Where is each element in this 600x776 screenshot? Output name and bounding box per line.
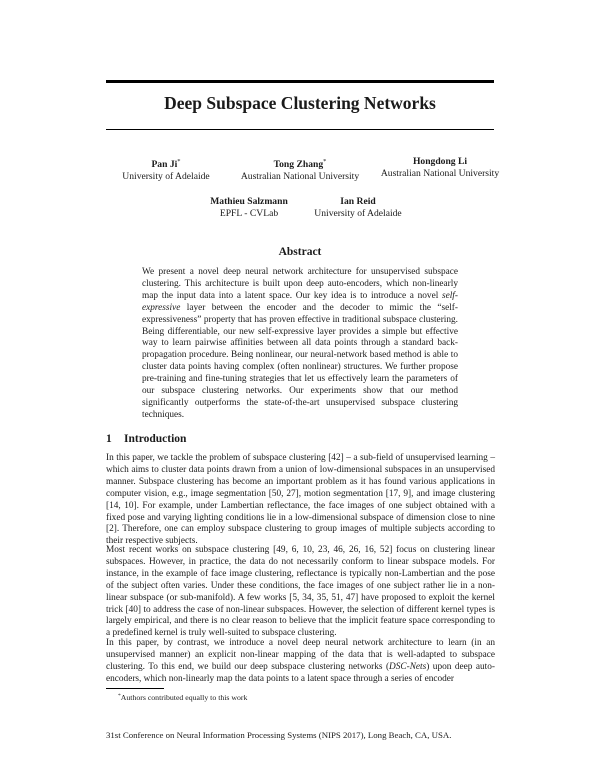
abstract-text: We present a novel deep neural network architecture for unsupervised subspace clustering. This architecture is built upon deep auto-encoders, which non-linearly map the input data into a latent space. Our key idea is to introduce a novel self-expressive layer between the encoder and the decoder to mimic the “self-expressiveness” property that has proven effective in traditional subspace clustering. Being differentiable, our new self-expressive layer provides a simple but effective way to learn pairwise affinities between all data points through a standard back-propagation procedure. Being nonlinear, our neural-network based method is able to cluster data points having complex (often nonlinear) structures. We further propose pre-training and fine-tuning strategies that let us effectively learn the parameters of our subspace clustering networks. Our experiments show that our method significantly outperforms the state-of-the-art unsupervised subspace clustering techniques. (142, 267, 458, 420)
intro-paragraph-2: Most recent works on subspace clustering [49, 6, 10, 23, 46, 26, 16, 52] focus on clustering linear subspaces. However, in practice, the data do not necessarily conform to linear subspace models. For instance, in the example of face image clustering, reflectance is typically non-Lambertian and the pose of the subject often varies. Under these conditions, the face images of one subject rather lie in a non-linear subspace (or sub-manifold). A few works [5, 34, 35, 51, 47] have proposed to exploit the kernel trick [40] to address the case of non-linear subspaces. However, the selection of different kernel types is largely empirical, and there is no clear reason to believe that the implicit feature space corresponding to a predefined kernel is truly well-suited to subspace clustering. (106, 545, 495, 639)
author-name: Hongdong Li (412, 156, 468, 167)
author-affiliation: Australian National University (380, 168, 500, 179)
intro-paragraph-1: In this paper, we tackle the problem of subspace clustering [42] – a sub-field of unsupervised learning – which aims to cluster data points drawn from a union of low-dimensional subspaces in an unsupervised manner. Subspace clustering has become an important problem as it has found various applications in computer vision, e.g., image segmentation [50, 27], motion segmentation [17, 9], and image clustering [14, 10]. For example, under Lambertian reflectance, the face images of one subject obtained with a fixed pose and varying lighting conditions lie in a low-dimensional subspace of dimension close to nine [2]. Therefore, one can employ subspace clustering to group images of multiple subjects according to their respective subjects. (106, 453, 495, 547)
author-name: Mathieu Salzmann (210, 196, 288, 207)
title-bottom-rule (106, 129, 494, 130)
footnote: *Authors contributed equally to this work (118, 693, 248, 702)
author-affiliation: Australian National University (240, 171, 360, 182)
author-name: Pan Ji* (151, 158, 181, 170)
author-name: Ian Reid (340, 196, 376, 207)
paper-title: Deep Subspace Clustering Networks (164, 93, 436, 113)
title-top-rule (106, 80, 494, 83)
author-affiliation: University of Adelaide (122, 171, 210, 182)
author-block (362, 156, 518, 180)
author-affiliation: University of Adelaide (314, 208, 402, 219)
intro-paragraph-3: In this paper, by contrast, we introduce a novel deep neural network architecture to learn (in an unsupervised manner) an explicit non-linear mapping of the data that is well-adapted to subspace clustering. To this end, we build our deep subspace clustering networks (DSC-Nets) upon deep auto-encoders, which non-linearly map the data points to a latent space through a series of encoder (106, 638, 495, 684)
author-affiliation: EPFL - CVLab (219, 208, 279, 219)
author-block (222, 156, 378, 183)
section-heading: 1 Introduction (106, 433, 187, 445)
venue-footer: 31st Conference on Neural Information Processing Systems (NIPS 2017), Long Beach, CA, USA. (106, 730, 452, 740)
author-block (303, 196, 413, 220)
abstract-heading: Abstract (278, 246, 322, 258)
author-block (104, 156, 228, 183)
author-block (194, 196, 304, 220)
author-name: Tong Zhang* (273, 158, 327, 170)
footnote-rule (106, 688, 164, 689)
